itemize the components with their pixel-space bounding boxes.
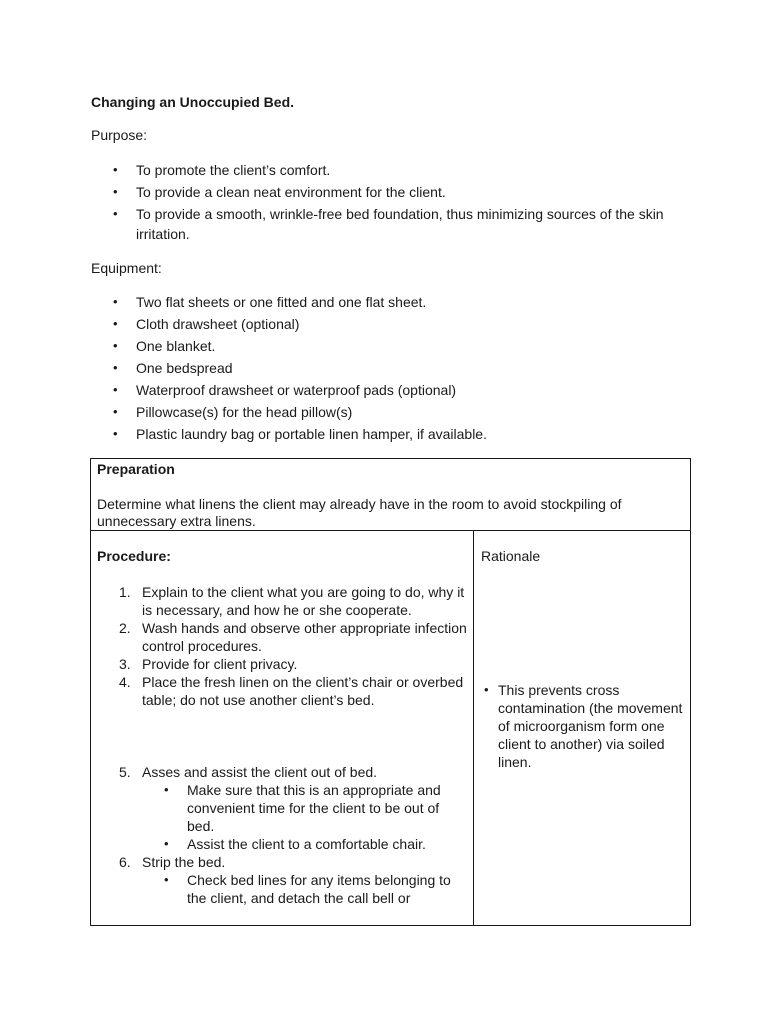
step-number: 2. [119, 620, 131, 636]
rationale-cell [474, 531, 690, 925]
step-sublist [142, 871, 467, 907]
procedure-cell [91, 531, 474, 925]
purpose-list [91, 160, 691, 246]
preparation-title: Preparation [97, 461, 175, 477]
procedure-table [90, 458, 691, 926]
procedure-step [97, 583, 467, 619]
equipment-item: • One bedspread [91, 358, 691, 378]
procedure-step [97, 763, 467, 853]
step-text: Provide for client privacy. [142, 656, 298, 672]
equipment-item: • Pillowcase(s) for the head pillow(s) [91, 402, 691, 422]
purpose-item: • To provide a smooth, wrinkle-free bed foundation, thus minimizing sources of the skin irritation. [91, 204, 691, 244]
step-text: Wash hands and observe other appropriate infection control procedures. [142, 620, 467, 654]
procedure-step [97, 853, 467, 907]
procedure-step [97, 655, 467, 673]
rationale-title: Rationale [481, 548, 541, 564]
step-number: 6. [119, 854, 131, 870]
step-text: Asses and assist the client out of bed. [142, 764, 378, 780]
purpose-item: • To promote the client’s comfort. [91, 160, 691, 180]
purpose-item: • To provide a clean neat environment for the client. [91, 182, 691, 202]
step-sublist [142, 781, 467, 853]
preparation-text: Determine what linens the client may already have in the room to avoid stockpiling of unnecessary extra linens. [97, 496, 622, 529]
procedure-title: Procedure: [97, 548, 171, 564]
equipment-item: • Plastic laundry bag or portable linen hamper, if available. [91, 424, 691, 444]
equipment-item: • Cloth drawsheet (optional) [91, 314, 691, 334]
step-number: 4. [119, 674, 131, 690]
step-text: Strip the bed. [142, 854, 226, 870]
step-text: Place the fresh linen on the client’s chair or overbed table; do not use another client’s bed. [142, 674, 464, 708]
equipment-item: • Two flat sheets or one fitted and one flat sheet. [91, 292, 691, 312]
rationale-bullet: • This prevents cross contamination (the movement of microorganism form one client to another) via soiled linen. [484, 681, 684, 771]
equipment-item: • Waterproof drawsheet or waterproof pads (optional) [91, 380, 691, 400]
purpose-label: Purpose: [91, 127, 148, 143]
equipment-item: • One blanket. [91, 336, 691, 356]
procedure-step [97, 619, 467, 655]
equipment-label: Equipment: [91, 260, 162, 276]
step-number: 5. [119, 764, 131, 780]
step-number: 3. [119, 656, 131, 672]
step-number: 1. [119, 584, 131, 600]
step-subitem: • Make sure that this is an appropriate and convenient time for the client to be out of bed. [142, 781, 467, 835]
step-subitem: • Assist the client to a comfortable chair. [142, 835, 467, 853]
equipment-list [91, 292, 691, 446]
procedure-steps [97, 583, 467, 907]
step-subitem: • Check bed lines for any items belonging to the client, and detach the call bell or [142, 871, 467, 907]
step-text: Explain to the client what you are going to do, why it is necessary, and how he or she cooperate. [142, 584, 465, 618]
preparation-cell [91, 459, 690, 531]
procedure-step [97, 673, 467, 709]
document-title: Changing an Unoccupied Bed. [91, 94, 295, 110]
